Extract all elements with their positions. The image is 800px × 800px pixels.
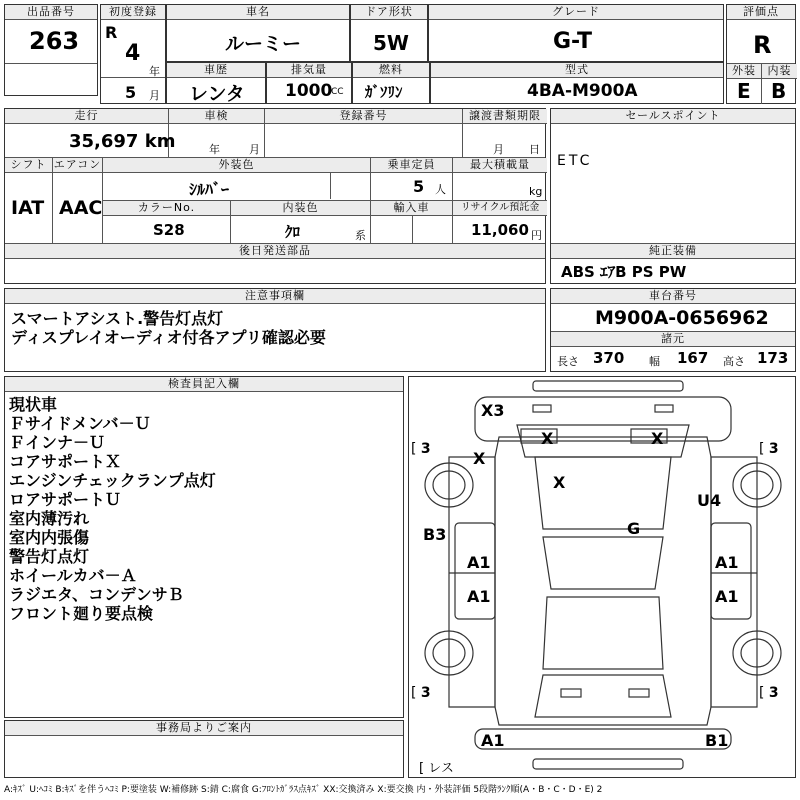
disp-unit: CC — [331, 87, 344, 97]
car-outline-svg — [409, 377, 797, 779]
colorno-label: カラーNo. — [103, 201, 231, 216]
import-label: 輸入車 — [371, 201, 453, 216]
regno-label: 登録番号 — [265, 109, 463, 124]
caution-lines — [11, 309, 326, 347]
reg-label: 初度登録 — [101, 5, 165, 20]
mark-front-left: X — [473, 449, 486, 468]
mark-left-rear-door: A1 — [467, 587, 491, 606]
later-parts-label: 後日発送部品 — [5, 244, 545, 259]
reg-year-unit: 年 — [149, 65, 160, 78]
inspector-line: Ｆサイドメンバ－Ｕ — [9, 414, 151, 433]
office-label: 事務局よりご案内 — [5, 721, 403, 736]
inspect-label: 車検 — [169, 109, 265, 124]
mark-front-right: U4 — [697, 491, 722, 510]
score-label: 評価点 — [727, 5, 795, 20]
mark-hood: X — [553, 473, 566, 492]
name-box — [166, 4, 350, 62]
lot-number: 263 — [29, 27, 80, 55]
transfer-label: 譲渡書類期限 — [463, 109, 547, 124]
tire-front-right: 3 — [768, 441, 779, 457]
inspect-month-unit: 月 — [249, 143, 260, 156]
inspector-line: 警告灯点灯 — [9, 547, 90, 566]
grade-label: グレード — [429, 5, 723, 20]
inspector-line: 現状車 — [9, 395, 58, 414]
recycle-label: リサイクル預託金 — [453, 201, 547, 216]
inspector-line: 室内内張傷 — [9, 528, 90, 547]
intcolor-value: ｸﾛ — [285, 223, 301, 241]
mark-right-rear-door: A1 — [715, 587, 739, 606]
spec-box — [4, 108, 546, 284]
recycle-unit: 円 — [531, 229, 542, 242]
intcolor-label: 内装色 — [231, 201, 371, 216]
sales-text: ETC — [557, 153, 593, 169]
inspector-line: ラジエタ、コンデンサＢ — [9, 585, 184, 604]
disp-box — [266, 62, 352, 104]
model-label: 型式 — [431, 63, 723, 78]
fuel-box — [352, 62, 430, 104]
color-label: 外装色 — [103, 158, 371, 173]
inspector-lines — [9, 395, 216, 623]
grade-value: G-T — [553, 29, 592, 54]
hgt-label: 高さ — [723, 355, 745, 368]
len-value: 370 — [593, 349, 625, 367]
car-diagram — [408, 376, 796, 778]
inspector-line: コアサポートＸ — [9, 452, 122, 471]
legend-text: A:ｷｽﾞ U:ﾍｺﾐ B:ｷｽﾞを伴うﾍｺﾐ P:要塗装 W:補修跡 S:錆 C:腐食 G:ﾌﾛﾝﾄｶﾞﾗｽ点ｷｽﾞ XX:交換済み X:要交換 内・外装評価 5段階ﾗﾝｸ順(A・B・C・D・E) 2 — [4, 785, 603, 795]
ext-value: E — [737, 79, 751, 103]
inspector-line: ロアサポートＵ — [9, 490, 122, 509]
mark-rear-right: B1 — [705, 731, 729, 750]
inspector-label: 検査員記入欄 — [5, 377, 403, 392]
ac-value: AAC — [59, 197, 103, 219]
chassis-value: M900A-0656962 — [595, 307, 769, 329]
chassis-label: 車台番号 — [551, 289, 795, 304]
capacity-unit: 人 — [435, 183, 446, 196]
inspector-line: 室内薄汚れ — [9, 509, 90, 528]
intcolor-unit: 系 — [355, 229, 366, 242]
history-label: 車歴 — [167, 63, 265, 78]
caution-line: スマートアシスト.警告灯点灯 — [11, 309, 224, 328]
inspector-line: ホイールカバ－Ａ — [9, 566, 137, 585]
recycle-value: 11,060 — [471, 221, 529, 239]
ext-label: 外装 — [727, 64, 762, 79]
mark-left-front-door: A1 — [467, 553, 491, 572]
model-box — [430, 62, 724, 104]
tire-front-right-bracket: [ 3 — [759, 441, 779, 457]
disp-label: 排気量 — [267, 63, 351, 78]
door-label: ドア形状 — [351, 5, 427, 20]
tire-rear-right-bracket: [ 3 — [759, 685, 779, 701]
ac-label: エアコン — [53, 158, 102, 171]
inspector-line: Ｆインナ－Ｕ — [9, 433, 106, 452]
colorno-value: S28 — [153, 221, 185, 239]
reg-month-unit: 月 — [149, 89, 160, 102]
lot-label: 出品番号 — [5, 5, 97, 20]
mark-roof: G — [627, 519, 641, 538]
mark-windshield-left: X — [541, 429, 554, 448]
dims-label: 諸元 — [551, 332, 795, 347]
shift-label: シフト — [5, 158, 53, 173]
score-value: R — [753, 31, 772, 59]
inspect-year-unit: 年 — [209, 143, 220, 156]
grade-box — [428, 4, 724, 62]
inspector-line: フロント廻り要点検 — [9, 604, 154, 623]
model-value: 4BA-M900A — [527, 81, 638, 101]
transfer-month-unit: 月 — [493, 143, 504, 156]
mileage-value: 35,697 km — [69, 131, 176, 152]
mark-left-fender: B3 — [423, 525, 447, 544]
wid-value: 167 — [677, 349, 709, 367]
load-label: 最大積載量 — [453, 158, 547, 173]
spare-tire: [ レス — [419, 761, 454, 776]
capacity-value: 5 — [413, 177, 425, 196]
tire-rear-left-bracket: [ 3 — [411, 685, 431, 701]
inspector-box — [4, 376, 404, 718]
equip-text: ABS ｴｱB PS PW — [561, 263, 687, 281]
tire-rear-right: 3 — [768, 685, 779, 701]
int-value: B — [771, 79, 787, 103]
sales-label: セールスポイント — [551, 109, 795, 124]
sales-box — [550, 108, 796, 284]
name-label: 車名 — [167, 5, 349, 20]
caution-box — [4, 288, 546, 372]
mark-rear-left: A1 — [481, 731, 505, 750]
mark-right-front-door: A1 — [715, 553, 739, 572]
reg-box — [100, 4, 166, 104]
tire-front-left-bracket: [ 3 — [411, 441, 431, 457]
caution-line: ディスプレイオーディオ付各アプリ確認必要 — [11, 328, 326, 347]
tire-front-left: 3 — [420, 441, 431, 457]
len-label: 長さ — [557, 355, 579, 368]
tire-rear-left: 3 — [420, 685, 431, 701]
disp-value: 1000 — [285, 81, 333, 101]
mileage-label: 走行 — [5, 109, 169, 124]
shift-value: IAT — [11, 197, 45, 219]
equip-label: 純正装備 — [551, 244, 795, 259]
history-value: レンタ — [189, 83, 245, 105]
history-box — [166, 62, 266, 104]
office-box — [4, 720, 404, 778]
lot-box — [4, 4, 98, 96]
hgt-value: 173 — [757, 349, 789, 367]
reg-month: 5 — [125, 83, 137, 102]
mark-windshield-right: X — [651, 429, 664, 448]
score-box — [726, 4, 796, 104]
chassis-box — [550, 288, 796, 372]
caution-label: 注意事項欄 — [5, 289, 545, 304]
fuel-label: 燃料 — [353, 63, 429, 78]
car-name: ルーミー — [225, 33, 302, 55]
reg-era: R — [105, 23, 118, 42]
inspector-line: エンジンチェックランプ点灯 — [9, 471, 216, 490]
wid-label: 幅 — [649, 355, 660, 368]
fuel-value: ｶﾞｿﾘﾝ — [365, 83, 403, 101]
load-unit: kg — [529, 185, 543, 198]
door-value: 5W — [373, 31, 409, 55]
capacity-label: 乗車定員 — [371, 158, 453, 173]
mark-x3: X3 — [481, 401, 505, 420]
color-value: ｼﾙﾊﾞｰ — [189, 180, 230, 199]
int-label: 内装 — [762, 64, 797, 79]
door-box — [350, 4, 428, 62]
transfer-day-unit: 日 — [529, 143, 540, 156]
reg-year: 4 — [125, 41, 141, 66]
